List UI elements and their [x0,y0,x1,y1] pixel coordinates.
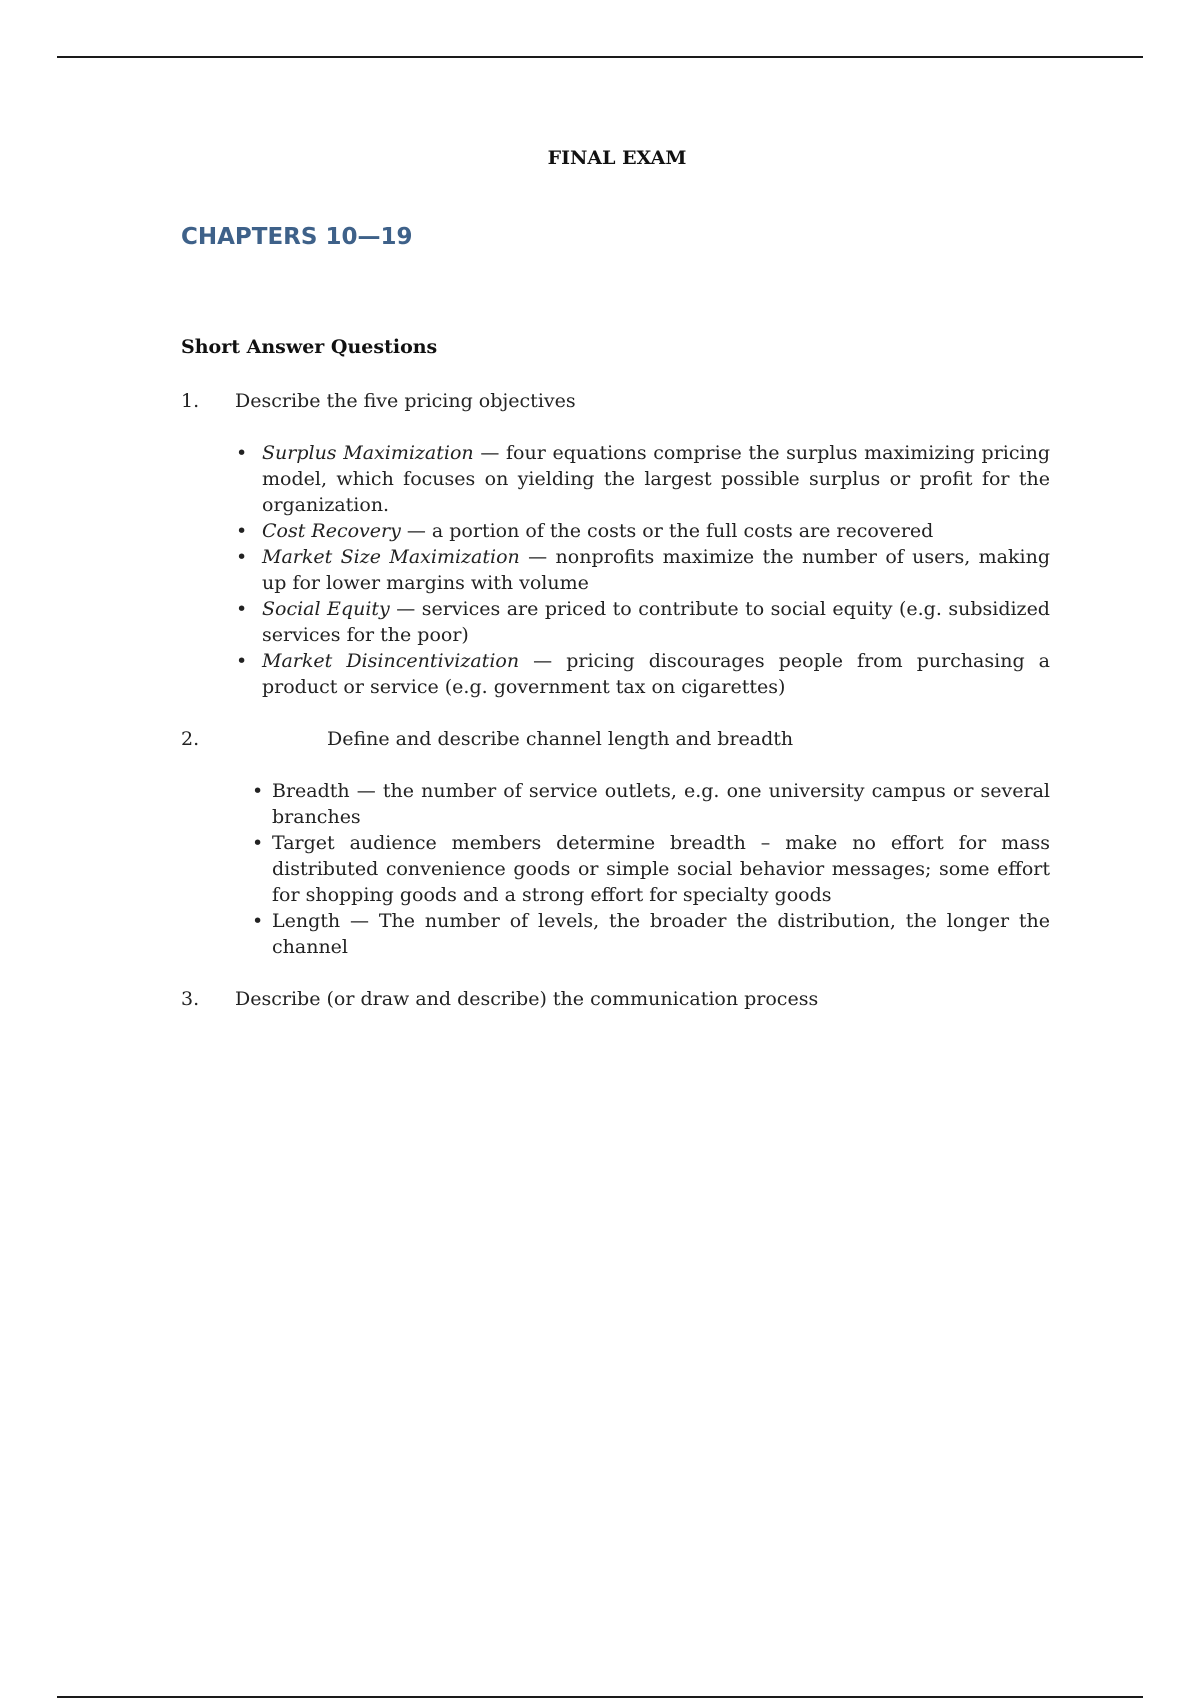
bullet-icon: • [236,546,248,568]
pricing-objectives-list [236,440,1050,700]
question-number: 2. [181,728,200,750]
bullet-icon: • [236,650,248,672]
bullet-text: Length — The number of levels, the broader the distribution, the longer the channel [272,910,1050,958]
section-heading: Short Answer Questions [181,336,438,358]
list-item [252,830,1050,908]
bullet-icon: • [236,520,248,542]
question-text: Define and describe channel length and breadth [327,728,794,750]
bullet-icon: • [236,442,248,464]
list-item [236,596,1050,648]
list-item [236,440,1050,518]
bullet-desc: — a portion of the costs or the full costs are recovered [400,520,934,542]
page-title: FINAL EXAM [547,147,687,169]
bullet-desc: — four equations comprise the surplus maximizing pricing model, which focuses on yielding the largest possible surplus or profit for the organization. [262,442,1050,516]
bullet-desc: — services are priced to contribute to social equity (e.g. subsidized services for the poor) [262,598,1050,646]
bullet-text: Target audience members determine breadth – make no effort for mass distributed convenience goods or simple social behavior messages; some effort for shopping goods and a strong effort for specialty goods [272,832,1050,906]
question-number: 1. [181,390,200,412]
bullet-icon: • [252,780,264,802]
bullet-term: Cost Recovery [262,520,401,542]
top-rule [57,56,1143,58]
question-text: Describe (or draw and describe) the communication process [235,988,819,1010]
bullet-desc: — pricing discourages people from purchasing a product or service (e.g. government tax on cigarettes) [262,650,1051,698]
channel-list [252,778,1050,960]
list-item [252,908,1050,960]
bottom-rule [57,1696,1143,1698]
bullet-desc: — nonprofits maximize the number of users, making up for lower margins with volume [262,546,1051,594]
bullet-text: Breadth — the number of service outlets, e.g. one university campus or several branches [272,780,1050,828]
bullet-term: Market Size Maximization [262,546,520,568]
list-item [236,648,1050,700]
list-item [236,518,1050,544]
list-item [252,778,1050,830]
bullet-icon: • [252,832,264,854]
chapters-heading: CHAPTERS 10—19 [181,224,413,250]
question-number: 3. [181,988,200,1010]
bullet-icon: • [252,910,264,932]
question-text: Describe the five pricing objectives [235,390,576,412]
bullet-term: Market Disincentivization [262,650,520,672]
list-item [236,544,1050,596]
bullet-term: Surplus Maximization [262,442,474,464]
bullet-icon: • [236,598,248,620]
bullet-term: Social Equity [262,598,390,620]
